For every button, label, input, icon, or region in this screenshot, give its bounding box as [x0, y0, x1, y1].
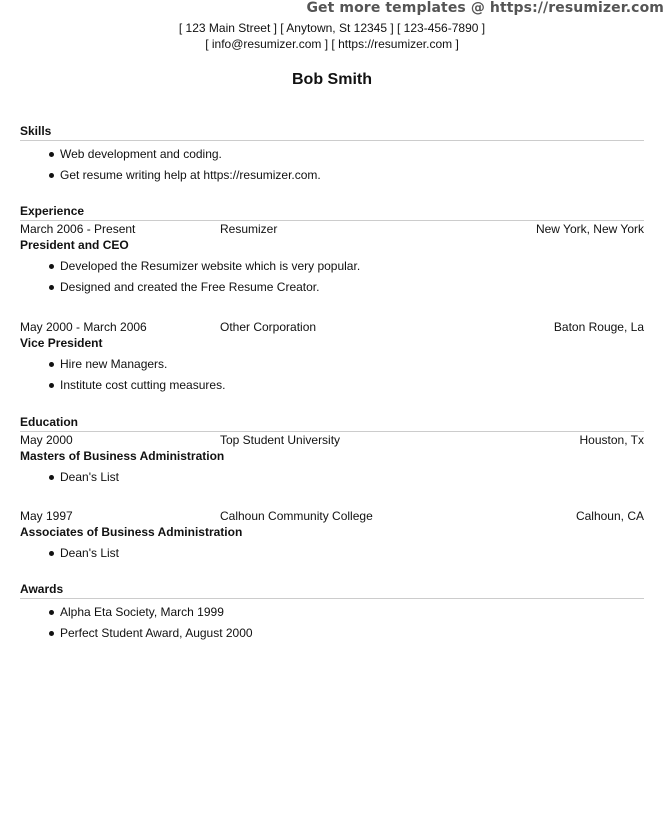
- entry-organization: Top Student University: [220, 433, 341, 447]
- bullet-text: Dean's List: [60, 470, 119, 484]
- entry-location: New York, New York: [535, 222, 644, 236]
- entry-role: President and CEO: [20, 238, 129, 252]
- bullet-icon: [49, 383, 54, 388]
- entry-location: Houston, Tx: [579, 433, 644, 447]
- list-item: [20, 274, 644, 295]
- bullet-icon: [49, 173, 54, 178]
- bullet-text: Designed and created the Free Resume Creator.: [60, 280, 320, 294]
- education-entry: [20, 432, 644, 485]
- entry-bullets: [20, 253, 644, 295]
- skills-heading: Skills: [20, 124, 644, 141]
- bullet-text: Developed the Resumizer website which is very popular.: [60, 259, 361, 273]
- entry-organization: Other Corporation: [220, 320, 317, 334]
- bullet-icon: [49, 610, 54, 615]
- skill-text: Web development and coding.: [60, 147, 222, 161]
- list-item: [20, 620, 644, 641]
- bullet-icon: [49, 152, 54, 157]
- entry-location: Calhoun, CA: [575, 509, 644, 523]
- bullet-text: Institute cost cutting measures.: [60, 378, 226, 392]
- bullet-icon: [49, 285, 54, 290]
- contact-address-line: [ 123 Main Street ] [ Anytown, St 12345 ] [ 123-456-7890 ]: [178, 21, 486, 35]
- experience-section: [20, 204, 644, 295]
- experience-heading: Experience: [20, 204, 644, 221]
- skills-section: [20, 124, 644, 183]
- awards-heading: Awards: [20, 582, 644, 599]
- entry-date: March 2006 - Present: [20, 222, 136, 236]
- list-item: [20, 162, 644, 183]
- bullet-icon: [49, 631, 54, 636]
- awards-list: [20, 599, 644, 641]
- list-item: [20, 141, 644, 162]
- entry-degree: Associates of Business Administration: [20, 525, 243, 539]
- education-heading: Education: [20, 415, 644, 432]
- education-section: [20, 415, 644, 485]
- award-text: Alpha Eta Society, March 1999: [60, 605, 224, 619]
- entry-bullets: [20, 351, 644, 393]
- list-item: [20, 253, 644, 274]
- contact-web-line: [ info@resumizer.com ] [ https://resumizer.com ]: [205, 37, 459, 51]
- bullet-icon: [49, 264, 54, 269]
- bullet-text: Dean's List: [60, 546, 119, 560]
- experience-entry: [20, 221, 644, 295]
- awards-section: [20, 582, 644, 641]
- entry-organization: Calhoun Community College: [220, 509, 373, 523]
- entry-degree: Masters of Business Administration: [20, 449, 225, 463]
- list-item: [20, 464, 644, 485]
- bullet-text: Hire new Managers.: [60, 357, 168, 371]
- entry-organization: Resumizer: [220, 222, 278, 236]
- list-item: [20, 540, 644, 561]
- experience-entry: [20, 319, 644, 393]
- list-item: [20, 599, 644, 620]
- list-item: [20, 351, 644, 372]
- education-entry: [20, 508, 644, 561]
- entry-role: Vice President: [20, 336, 103, 350]
- award-text: Perfect Student Award, August 2000: [60, 626, 253, 640]
- bullet-icon: [49, 362, 54, 367]
- entry-date: May 1997: [20, 509, 73, 523]
- skills-list: [20, 141, 644, 183]
- bullet-icon: [49, 475, 54, 480]
- skill-text: Get resume writing help at https://resumizer.com.: [60, 168, 321, 182]
- entry-bullets: [20, 464, 644, 485]
- candidate-name: Bob Smith: [292, 71, 372, 88]
- templates-banner[interactable]: Get more templates @ https://resumizer.com: [306, 0, 664, 16]
- list-item: [20, 372, 644, 393]
- entry-location: Baton Rouge, La: [553, 320, 644, 334]
- entry-date: May 2000 - March 2006: [20, 320, 147, 334]
- bullet-icon: [49, 551, 54, 556]
- entry-bullets: [20, 540, 644, 561]
- entry-date: May 2000: [20, 433, 73, 447]
